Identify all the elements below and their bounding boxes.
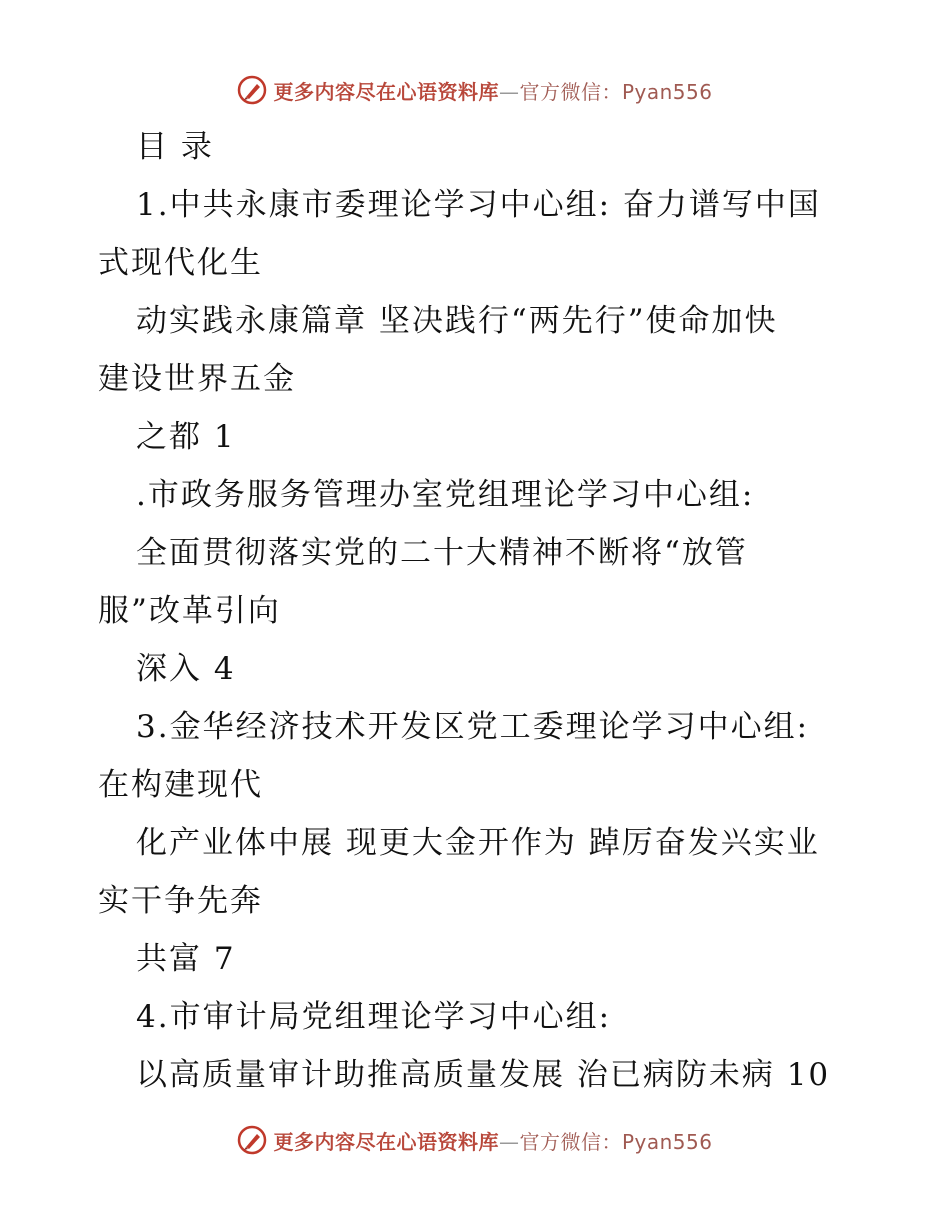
pen-logo-icon — [237, 1125, 267, 1155]
watermark-wechat-text: 官方微信：Pyan556 — [519, 1129, 713, 1154]
watermark-site-text: 更多内容尽在心语资料库 — [273, 1129, 499, 1154]
toc-content — [98, 118, 858, 1104]
watermark-wechat-text: 官方微信：Pyan556 — [519, 79, 713, 104]
toc-line: 服”改革引向 — [98, 593, 281, 629]
toc-line: 在构建现代 — [98, 767, 263, 803]
toc-line: 共富 7 — [136, 941, 236, 977]
toc-line: 深入 4 — [136, 651, 236, 687]
toc-line: .市政务服务管理办室党组理论学习中心组: — [136, 477, 755, 513]
toc-line: 全面贯彻落实党的二十大精神不断将“放管 — [136, 535, 748, 571]
toc-line: 以高质量审计助推高质量发展 治已病防未病 10 — [136, 1057, 831, 1093]
toc-line: 式现代化生 — [98, 245, 263, 281]
toc-line: 建设世界五金 — [98, 361, 296, 397]
watermark-text — [273, 1126, 712, 1155]
toc-line: 4.市审计局党组理论学习中心组: — [136, 999, 612, 1035]
watermark-dash: — — [498, 79, 520, 104]
pen-logo-icon — [237, 75, 267, 105]
toc-line: 化产业体中展 现更大金开作为 踔厉奋发兴实业 — [136, 825, 820, 861]
watermark-site-text: 更多内容尽在心语资料库 — [273, 79, 499, 104]
watermark-dash: — — [498, 1129, 520, 1154]
header-watermark — [0, 70, 950, 110]
toc-line: 动实践永康篇章 坚决践行“两先行”使命加快 — [136, 303, 778, 339]
watermark-text — [273, 76, 712, 105]
footer-watermark — [0, 1120, 950, 1160]
toc-line: 1.中共永康市委理论学习中心组: 奋力谱写中国 — [136, 187, 821, 223]
toc-line: 目 录 — [136, 129, 214, 165]
toc-line: 实干争先奔 — [98, 883, 263, 919]
toc-line: 3.金华经济技术开发区党工委理论学习中心组: — [136, 709, 810, 745]
toc-line: 之都 1 — [136, 419, 236, 455]
